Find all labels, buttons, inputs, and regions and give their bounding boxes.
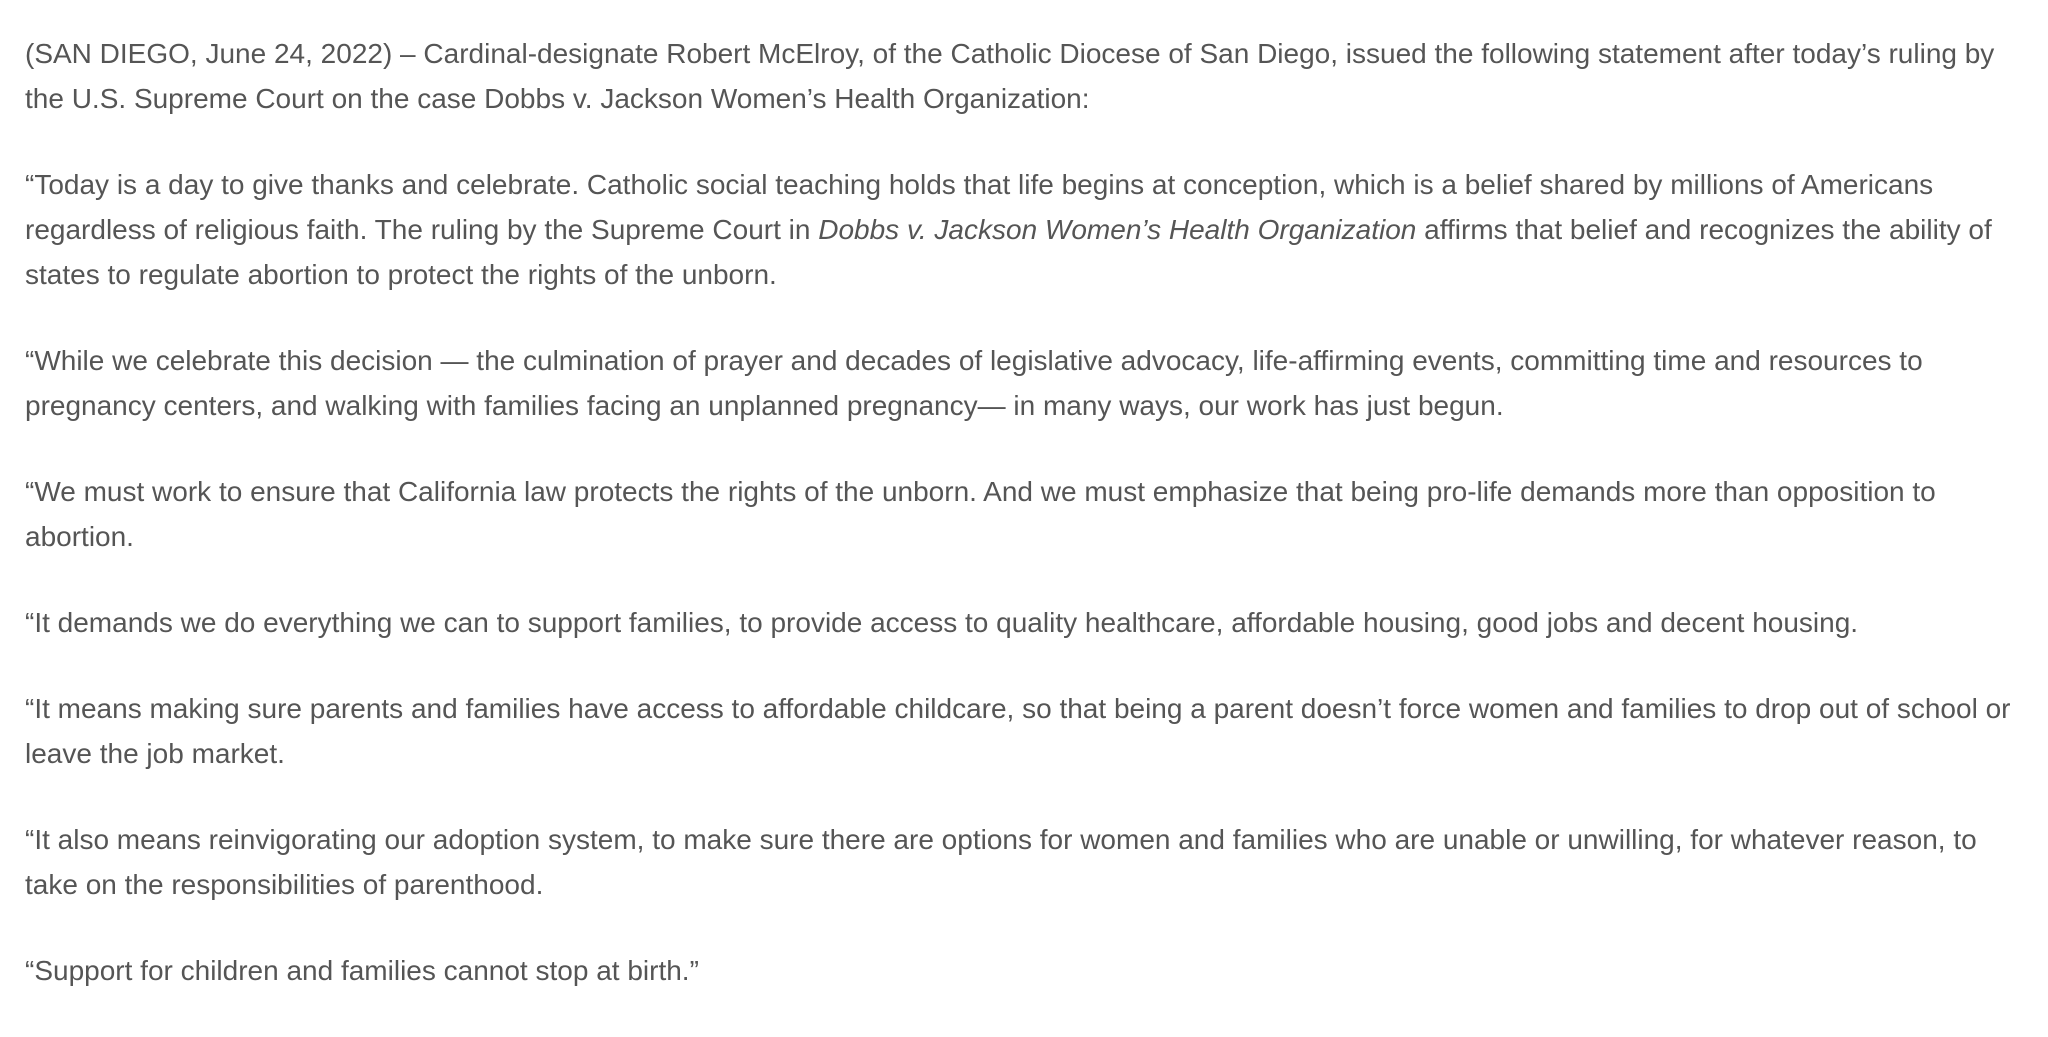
statement-paragraph-7: “Support for children and families cannot stop at birth.”: [25, 955, 699, 986]
press-release-article: [25, 31, 2035, 993]
statement-paragraph-4: “It demands we do everything we can to support families, to provide access to quality healthcare, affordable housing, good jobs and decent housing.: [25, 607, 1859, 638]
statement-paragraph-3: “We must work to ensure that California law protects the rights of the unborn. And we must emphasize that being pro-life demands more than opposition to abortion.: [25, 476, 1936, 552]
statement-paragraph-5: “It means making sure parents and families have access to affordable childcare, so that being a parent doesn’t force women and families to drop out of school or leave the job market.: [25, 693, 2011, 769]
dateline-paragraph: (SAN DIEGO, June 24, 2022) – Cardinal-designate Robert McElroy, of the Catholic Diocese of San Diego, issued the following statement after today’s ruling by the U.S. Supreme Court on the case Dobbs v. Jackson Women’s Health Organization:: [25, 38, 1995, 114]
statement-paragraph-1: [25, 162, 2035, 297]
statement-paragraph-6: “It also means reinvigorating our adoption system, to make sure there are options for women and families who are unable or unwilling, for whatever reason, to take on the responsibilities of parenthood.: [25, 824, 1977, 900]
case-name-italic: Dobbs v. Jackson Women’s Health Organization: [818, 214, 1417, 245]
statement-text: affirms that belief and recognizes the ability of states to regulate abortion to protect the rights of the unborn.: [25, 214, 1992, 290]
statement-text: “Today is a day to give thanks and celebrate. Catholic social teaching holds that life begins at conception, which is a belief shared by millions of Americans regardless of religious faith. The ruling by the Supreme Court in: [25, 169, 1934, 245]
statement-paragraph-2: “While we celebrate this decision — the culmination of prayer and decades of legislative advocacy, life-affirming events, committing time and resources to pregnancy centers, and walking with families facing an unplanned pregnancy— in many ways, our work has just begun.: [25, 345, 1923, 421]
